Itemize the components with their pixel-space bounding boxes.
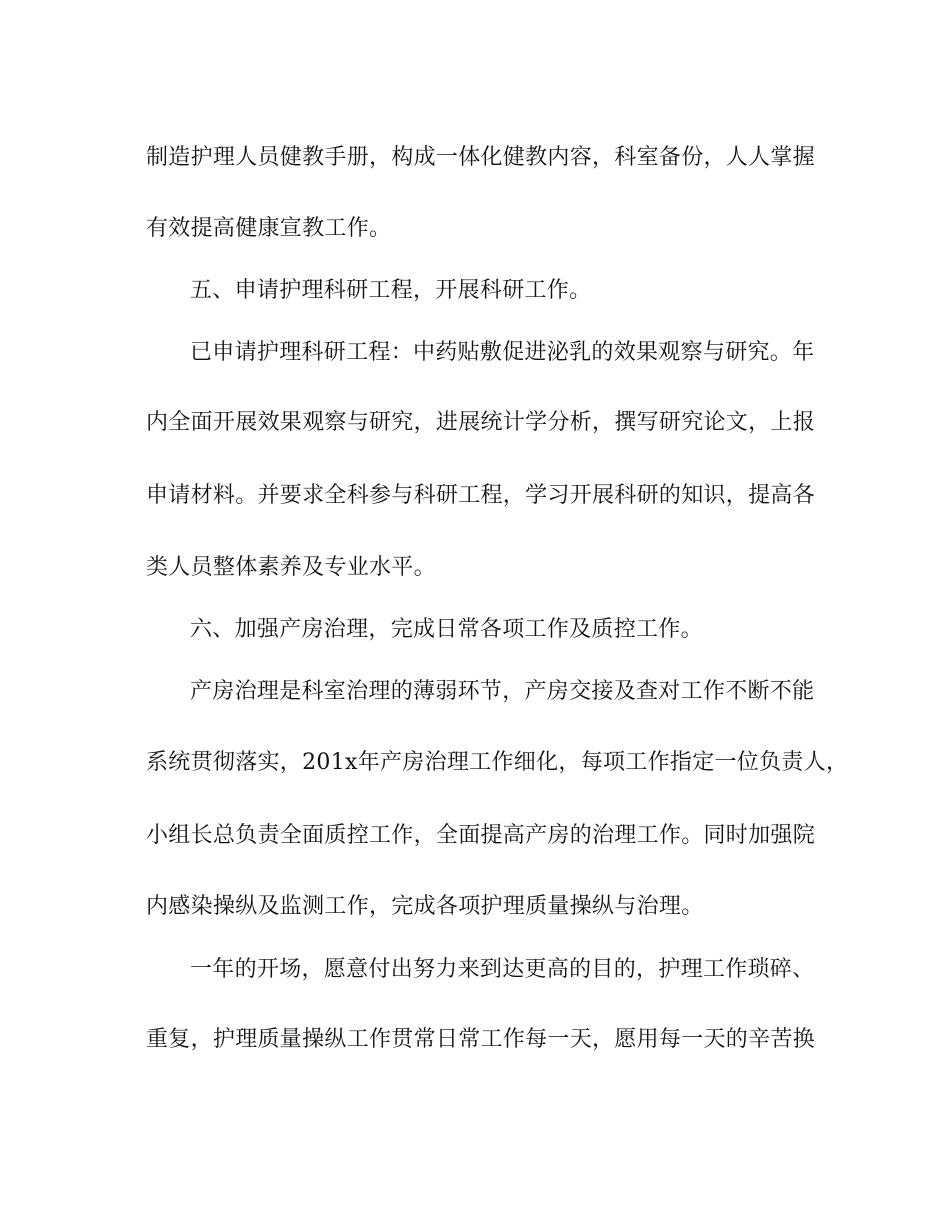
paragraph-line: 有效提高健康宣教工作。 [146, 216, 392, 241]
paragraph-line: 小组长总负责全面质控工作，全面提高产房的治理工作。同时加强院 [146, 823, 816, 848]
paragraph-line: 产房治理是科室治理的薄弱环节，产房交接及查对工作不断不能 [190, 679, 815, 704]
section-heading: 五、申请护理科研工程，开展科研工作。 [190, 278, 592, 303]
paragraph-line: 系统贯彻落实，201x年产房治理工作细化，每项工作指定一位负责人， [146, 750, 849, 775]
paragraph-line: 已申请护理科研工程：中药贴敷促进泌乳的效果观察与研究。年 [190, 340, 815, 365]
paragraph-line: 一年的开场，愿意付出努力来到达更高的目的，护理工作琐碎、 [190, 957, 815, 982]
paragraph-line: 内感染操纵及监测工作，完成各项护理质量操纵与治理。 [146, 894, 704, 919]
section-heading: 六、加强产房治理，完成日常各项工作及质控工作。 [190, 617, 703, 642]
paragraph-line: 重复，护理质量操纵工作贯常日常工作每一天，愿用每一天的辛苦换 [146, 1027, 816, 1052]
paragraph-line: 制造护理人员健教手册，构成一体化健教内容，科室备份，人人掌握 [146, 145, 816, 170]
paragraph-line: 内全面开展效果观察与研究，进展统计学分析，撰写研究论文，上报 [146, 410, 816, 435]
paragraph-line: 类人员整体素养及专业水平。 [146, 555, 436, 580]
paragraph-line: 申请材料。并要求全科参与科研工程，学习开展科研的知识，提高各 [146, 483, 816, 508]
